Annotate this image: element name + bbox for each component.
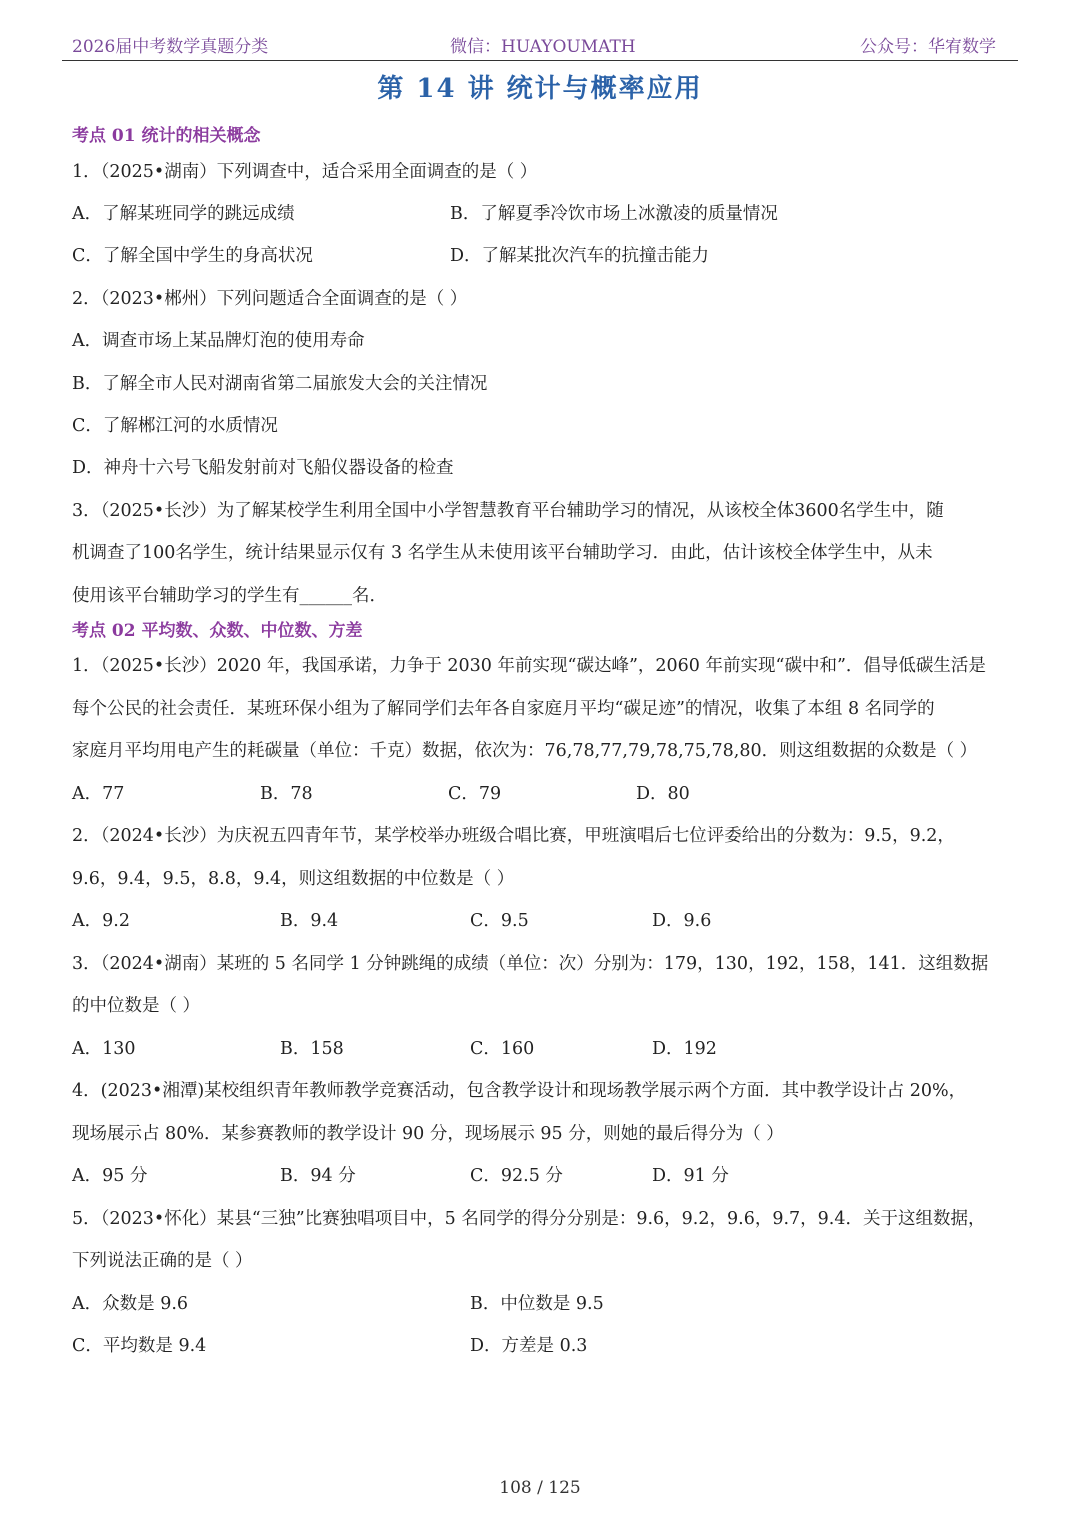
option-d: D．9.6	[652, 911, 712, 931]
option-a: A．95 分	[72, 1166, 148, 1186]
option-a: A．9.2	[72, 911, 130, 931]
question-line: 每个公民的社会责任．某班环保小组为了解同学们去年各自家庭月平均“碳足迹”的情况，收集了本组 8 名同学的	[72, 699, 935, 719]
question-line: 机调查了100名学生，统计结果显示仅有 3 名学生从未使用该平台辅助学习．由此，估计该校全体学生中，从未	[72, 543, 933, 563]
question-line: 1．（2025•长沙）2020 年，我国承诺，力争于 2030 年前实现“碳达峰”，2060 年前实现“碳中和”．倡导低碳生活是	[72, 656, 986, 676]
section-heading-1: 考点 01 统计的相关概念	[72, 126, 261, 146]
option-d: D．方差是 0.3	[470, 1336, 588, 1356]
option-d: D．91 分	[652, 1166, 729, 1186]
option-a: A．77	[72, 784, 125, 804]
page-header	[62, 30, 1018, 61]
question-line: 使用该平台辅助学习的学生有______名．	[72, 586, 387, 606]
header-left: 2026届中考数学真题分类	[72, 37, 269, 57]
option-b: B．了解全市人民对湖南省第二届旅发大会的关注情况	[72, 374, 488, 394]
question-line: 2．（2024•长沙）为庆祝五四青年节，某学校举办班级合唱比赛，甲班演唱后七位评委给出的分数为：9.5，9.2，	[72, 826, 955, 846]
option-a: A．众数是 9.6	[72, 1294, 189, 1314]
question-line: 家庭月平均用电产生的耗碳量（单位：千克）数据，依次为：76,78,77,79,78,75,78,80．则这组数据的众数是（ ）	[72, 741, 978, 761]
option-a: A．调查市场上某品牌灯泡的使用寿命	[72, 331, 365, 351]
question-line: 4．(2023•湘潭)某校组织青年教师教学竞赛活动，包含教学设计和现场教学展示两个方面．其中教学设计占 20%，	[72, 1081, 967, 1101]
option-b: B．中位数是 9.5	[470, 1294, 604, 1314]
option-d: D．192	[652, 1039, 717, 1059]
option-c: C．平均数是 9.4	[72, 1336, 207, 1356]
option-b: B．78	[260, 784, 313, 804]
question-line: 的中位数是（ ）	[72, 996, 201, 1016]
option-d: D．神舟十六号飞船发射前对飞船仪器设备的检查	[72, 458, 454, 478]
option-b: B．了解夏季冷饮市场上冰激凌的质量情况	[450, 204, 778, 224]
question-line: 3．（2024•湖南）某班的 5 名同学 1 分钟跳绳的成绩（单位：次）分别为：179，130，192，158，141．这组数据	[72, 954, 989, 974]
page-title: 第 14 讲 统计与概率应用	[377, 74, 703, 104]
header-wechat: 微信：HUAYOUMATH	[450, 37, 636, 57]
option-b: B．94 分	[280, 1166, 356, 1186]
question-line: 下列说法正确的是（ ）	[72, 1251, 253, 1271]
option-c: C．79	[448, 784, 502, 804]
question-stem: 2．（2023•郴州）下列问题适合全面调查的是（ ）	[72, 289, 468, 309]
question-stem: 1．（2025•湖南）下列调查中，适合采用全面调查的是（ ）	[72, 162, 538, 182]
option-b: B．9.4	[280, 911, 339, 931]
question-line: 现场展示占 80%．某参赛教师的教学设计 90 分，现场展示 95 分，则她的最后得分为（ ）	[72, 1124, 784, 1144]
option-c: C．了解全国中学生的身高状况	[72, 246, 313, 266]
option-d: D．80	[636, 784, 690, 804]
section-heading-2: 考点 02 平均数、众数、中位数、方差	[72, 621, 363, 641]
option-a: A．了解某班同学的跳远成绩	[72, 204, 295, 224]
question-line: 9.6，9.4，9.5，8.8，9.4，则这组数据的中位数是（ ）	[72, 869, 515, 889]
header-account: 公众号：华宥数学	[860, 37, 996, 57]
option-c: C．160	[470, 1039, 535, 1059]
option-c: C．92.5 分	[470, 1166, 563, 1186]
option-d: D．了解某批次汽车的抗撞击能力	[450, 246, 710, 266]
page-number: 108 / 125	[499, 1478, 581, 1498]
option-a: A．130	[72, 1039, 136, 1059]
option-c: C．9.5	[470, 911, 529, 931]
question-line: 5．（2023•怀化）某县“三独”比赛独唱项目中，5 名同学的得分分别是：9.6，9.2，9.6，9.7，9.4．关于这组数据，	[72, 1209, 986, 1229]
question-line: 3．（2025•长沙）为了解某校学生利用全国中小学智慧教育平台辅助学习的情况，从该校全体3600名学生中，随	[72, 501, 944, 521]
option-b: B．158	[280, 1039, 344, 1059]
option-c: C．了解郴江河的水质情况	[72, 416, 278, 436]
